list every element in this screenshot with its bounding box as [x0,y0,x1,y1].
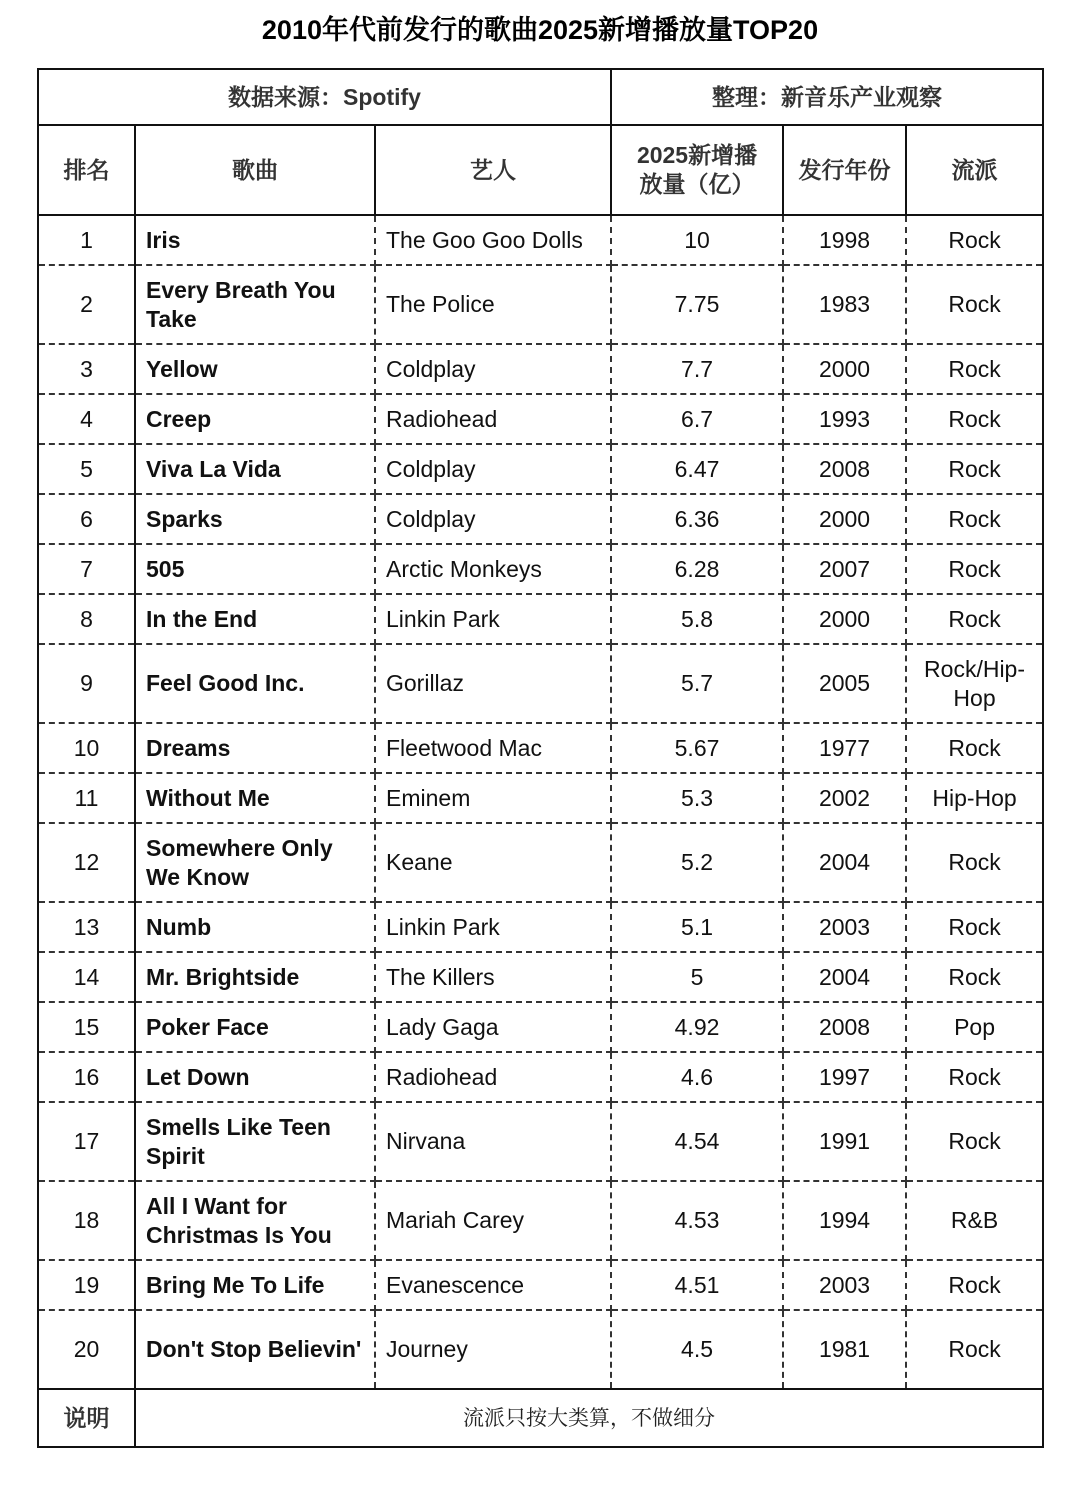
artist-cell: Fleetwood Mac [375,723,611,773]
year-cell: 2000 [783,594,906,644]
artist-cell: Linkin Park [375,902,611,952]
plays-cell: 4.54 [611,1102,783,1181]
rank-cell: 11 [38,773,135,823]
genre-cell: Rock/Hip-Hop [906,644,1043,723]
song-cell: Yellow [135,344,375,394]
table-row [38,723,1043,773]
header-rank: 排名 [38,125,135,215]
header-plays-line2: 放量（亿） [639,171,755,197]
rank-cell: 1 [38,215,135,265]
artist-cell: Lady Gaga [375,1002,611,1052]
year-cell: 1981 [783,1310,906,1389]
plays-cell: 5.2 [611,823,783,902]
table-body [38,215,1043,1389]
table-row [38,644,1043,723]
header-row [38,125,1043,215]
rank-cell: 2 [38,265,135,344]
rank-cell: 14 [38,952,135,1002]
rank-cell: 8 [38,594,135,644]
song-cell: Let Down [135,1052,375,1102]
rank-cell: 17 [38,1102,135,1181]
data-source: 数据来源：Spotify [38,69,611,125]
year-cell: 2004 [783,823,906,902]
genre-cell: Rock [906,1052,1043,1102]
page-title: 2010年代前发行的歌曲2025新增播放量TOP20 [261,15,819,45]
rank-cell: 6 [38,494,135,544]
song-cell: Somewhere Only We Know [135,823,375,902]
plays-cell: 7.7 [611,344,783,394]
plays-cell: 5.8 [611,594,783,644]
plays-cell: 5.7 [611,644,783,723]
genre-cell: Rock [906,544,1043,594]
plays-cell: 5 [611,952,783,1002]
year-cell: 2008 [783,1002,906,1052]
rank-cell: 16 [38,1052,135,1102]
genre-cell: Pop [906,1002,1043,1052]
table-row [38,773,1043,823]
rank-cell: 7 [38,544,135,594]
plays-cell: 4.92 [611,1002,783,1052]
artist-cell: Linkin Park [375,594,611,644]
song-cell: Don't Stop Believin' [135,1310,375,1389]
meta-row [38,69,1043,125]
year-cell: 1983 [783,265,906,344]
year-cell: 2004 [783,952,906,1002]
song-cell: Poker Face [135,1002,375,1052]
year-cell: 2003 [783,902,906,952]
song-cell: Without Me [135,773,375,823]
song-cell: In the End [135,594,375,644]
plays-cell: 7.75 [611,265,783,344]
artist-cell: Radiohead [375,1052,611,1102]
genre-cell: Rock [906,723,1043,773]
plays-cell: 4.6 [611,1052,783,1102]
year-cell: 1994 [783,1181,906,1260]
rank-cell: 20 [38,1310,135,1389]
genre-cell: R&B [906,1181,1043,1260]
genre-cell: Rock [906,494,1043,544]
rank-cell: 18 [38,1181,135,1260]
year-cell: 1998 [783,215,906,265]
rank-cell: 15 [38,1002,135,1052]
year-cell: 1997 [783,1052,906,1102]
genre-cell: Rock [906,1310,1043,1389]
header-year: 发行年份 [783,125,906,215]
artist-cell: The Police [375,265,611,344]
artist-cell: Eminem [375,773,611,823]
table-row [38,1052,1043,1102]
note-row [38,1389,1043,1447]
artist-cell: Arctic Monkeys [375,544,611,594]
table-row [38,215,1043,265]
rank-cell: 10 [38,723,135,773]
song-cell: Creep [135,394,375,444]
genre-cell: Hip-Hop [906,773,1043,823]
header-genre: 流派 [906,125,1043,215]
artist-cell: Radiohead [375,394,611,444]
plays-cell: 6.36 [611,494,783,544]
song-cell: All I Want for Christmas Is You [135,1181,375,1260]
year-cell: 1991 [783,1102,906,1181]
table-row [38,1102,1043,1181]
year-cell: 2002 [783,773,906,823]
rank-cell: 13 [38,902,135,952]
rank-cell: 5 [38,444,135,494]
song-cell: Numb [135,902,375,952]
plays-cell: 5.67 [611,723,783,773]
artist-cell: Coldplay [375,494,611,544]
song-cell: Viva La Vida [135,444,375,494]
table-row [38,1310,1043,1389]
genre-cell: Rock [906,215,1043,265]
song-cell: Feel Good Inc. [135,644,375,723]
genre-cell: Rock [906,952,1043,1002]
plays-cell: 4.5 [611,1310,783,1389]
table-row [38,544,1043,594]
artist-cell: Coldplay [375,444,611,494]
table-row [38,1002,1043,1052]
header-song: 歌曲 [135,125,375,215]
artist-cell: Keane [375,823,611,902]
song-cell: Mr. Brightside [135,952,375,1002]
plays-cell: 4.53 [611,1181,783,1260]
note-text: 流派只按大类算，不做细分 [135,1389,1043,1447]
year-cell: 2000 [783,494,906,544]
genre-cell: Rock [906,444,1043,494]
table-row [38,394,1043,444]
plays-cell: 6.47 [611,444,783,494]
song-cell: Bring Me To Life [135,1260,375,1310]
plays-cell: 5.1 [611,902,783,952]
genre-cell: Rock [906,394,1043,444]
header-artist: 艺人 [375,125,611,215]
year-cell: 2000 [783,344,906,394]
artist-cell: Nirvana [375,1102,611,1181]
compiler-credit: 整理：新音乐产业观察 [611,69,1043,125]
table-row [38,494,1043,544]
year-cell: 2003 [783,1260,906,1310]
plays-cell: 4.51 [611,1260,783,1310]
genre-cell: Rock [906,594,1043,644]
year-cell: 2007 [783,544,906,594]
year-cell: 2008 [783,444,906,494]
year-cell: 2005 [783,644,906,723]
genre-cell: Rock [906,1102,1043,1181]
artist-cell: The Killers [375,952,611,1002]
genre-cell: Rock [906,823,1043,902]
genre-cell: Rock [906,1260,1043,1310]
artist-cell: The Goo Goo Dolls [375,215,611,265]
table-row [38,1181,1043,1260]
table-row [38,265,1043,344]
plays-cell: 6.28 [611,544,783,594]
note-label: 说明 [38,1389,135,1447]
artist-cell: Mariah Carey [375,1181,611,1260]
rank-cell: 4 [38,394,135,444]
artist-cell: Gorillaz [375,644,611,723]
table-row [38,444,1043,494]
rank-cell: 3 [38,344,135,394]
table-row [38,902,1043,952]
table-row [38,952,1043,1002]
header-plays [611,125,783,215]
genre-cell: Rock [906,265,1043,344]
ranking-table [37,68,1044,1448]
plays-cell: 6.7 [611,394,783,444]
song-cell: Dreams [135,723,375,773]
rank-cell: 12 [38,823,135,902]
table-row [38,344,1043,394]
song-cell: Smells Like Teen Spirit [135,1102,375,1181]
artist-cell: Coldplay [375,344,611,394]
plays-cell: 10 [611,215,783,265]
table-row [38,594,1043,644]
plays-cell: 5.3 [611,773,783,823]
table-row [38,823,1043,902]
rank-cell: 19 [38,1260,135,1310]
song-cell: Sparks [135,494,375,544]
year-cell: 1977 [783,723,906,773]
year-cell: 1993 [783,394,906,444]
song-cell: Every Breath You Take [135,265,375,344]
rank-cell: 9 [38,644,135,723]
artist-cell: Evanescence [375,1260,611,1310]
song-cell: 505 [135,544,375,594]
song-cell: Iris [135,215,375,265]
table-row [38,1260,1043,1310]
artist-cell: Journey [375,1310,611,1389]
genre-cell: Rock [906,902,1043,952]
header-plays-line1: 2025新增播 [636,142,758,168]
genre-cell: Rock [906,344,1043,394]
